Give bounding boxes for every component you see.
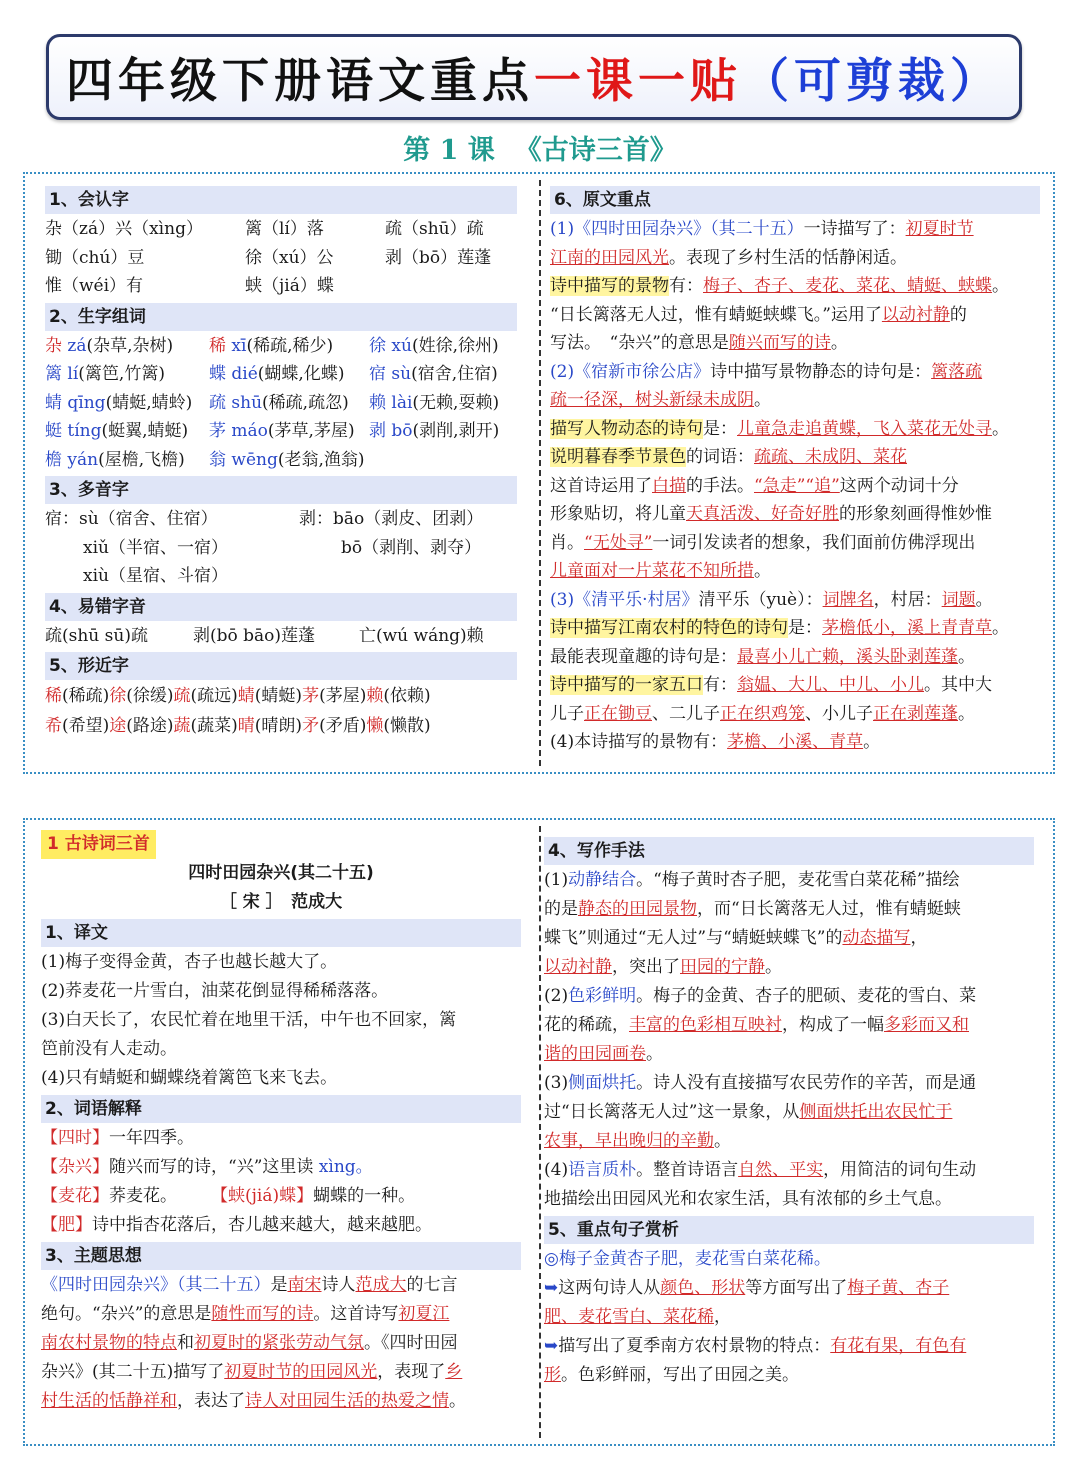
section-heading: 4、易错字音 (45, 593, 517, 621)
similar-chars-row: 稀(稀疏)徐(徐缓)疏(疏远)蜻(蜻蜓)茅(茅屋)赖(依赖) (45, 686, 431, 706)
right-column: 4、写作手法 (1)动静结合。“梅子黄时杏子肥，麦花雪白菜花稀”描绘 的是静态的田园景物，而“日长篱落无人过，惟有蜻蜓蛱 蝶飞”则通过“无人过”与“蜻蜓蛱蝶飞”的动态描写， 以动衬静，突出了田园的宁静。 (2)色彩鲜明。梅子的金黄、杏子的肥硕、麦花的雪白、菜 花的稀疏，丰富的色彩相互映衬，构成了一幅多彩而又和 谐的田园画卷。 (3)侧面烘托。诗人没有直接描写农民劳作的辛苦，而是通 过“日长篱落无人过”这一景象，从侧面烘托出农民忙于 农事，早出晚归的辛勤。 (4)语言质朴。整首诗语言自然、平实，用简洁的词句生动 地描绘出田园风光和农家生活，具有浓郁的乡土气息。 5、重点句子赏析 ◎梅子金黄杏子肥，麦花雪白菜花稀。 ➥这两句诗人从颜色、形状等方面写出了梅子黄、杏子 肥、麦花雪白、菜花稀， ➥描写出了夏季南方农村景物的特点：有花有果，有色有 形。色彩鲜丽，写出了田园之美。 (544, 830, 1034, 1390)
title-part3: （可剪裁） (742, 53, 1002, 109)
page-title (46, 34, 1022, 120)
section-heading: 6、原文重点 (550, 186, 1040, 214)
word-row: 蜻 qīng(蜻蜓,蜻蛉) 疏 shū(稀疏,疏忽) 赖 lài(无赖,耍赖) (45, 392, 500, 413)
char-row: 锄（chú）豆 徐（xú）公 剥（bō）莲蓬 (45, 247, 492, 268)
title-part2: 一课一贴 (534, 53, 742, 109)
column-divider (539, 180, 541, 766)
word-row: 篱 lí(篱笆,竹篱) 蝶 dié(蝴蝶,化蝶) 宿 sù(宿舍,住宿) (45, 364, 498, 384)
char-row: 杂（zá）兴（xìng） 篱（lí）落 疏（shū）疏 (45, 219, 484, 239)
lesson-name: 《古诗三首》 (514, 135, 677, 166)
section-heading: 2、词语解释 (41, 1095, 521, 1123)
word-row: 杂 zá(杂草,杂树) 稀 xī(稀疏,稀少) 徐 xú(姓徐,徐州) (45, 335, 499, 356)
poem-author: ［ 宋 ］ 范成大 (219, 892, 343, 912)
section-heading: 1、会认字 (45, 186, 517, 214)
lesson-heading (0, 128, 1080, 167)
section-heading: 3、主题思想 (41, 1242, 521, 1270)
word-row: 檐 yán(屋檐,飞檐) 翁 wēng(老翁,渔翁) (45, 449, 365, 470)
char-row: 惟（wéi）有 蛱（jiá）蝶 (45, 276, 334, 296)
section-heading: 5、形近字 (45, 652, 517, 680)
left-column: 1、会认字 杂（zá）兴（xìng） 篱（lí）落 疏（shū）疏 锄（chú）豆 徐（xú）公 剥（bō）莲蓬 惟（wéi）有 蛱（jiá）蝶 2、生字组词 杂 zá(杂草,杂树) 稀 xī(稀疏,稀少) 徐 xú(姓徐,徐州) 篱 lí(篱笆,竹篱) 蝶 dié(蝴蝶,化蝶) 宿 sù(宿舍,住宿) 蜻 qīng(蜻蜓,蜻蛉) 疏 shū(稀疏,疏忽) 赖 lài(无赖,耍赖) 蜓 tíng(蜓翼,蜻蜓) 茅 máo(茅草,茅屋) 剥 bō(剥削,剥开) 檐 yán(屋檐,飞檐) 翁 wēng(老翁,渔翁) 3、多音字 宿：sù（宿舍、住宿） 剥：bāo（剥皮、团剥） xiǔ（半宿、一宿） bō（剥削、剥夺） xiù（星宿、斗宿） 4、易错字音 疏(shū sū)疏 剥(bō bāo)莲蓬 亡(wú wáng)赖 5、形近字 稀(稀疏)徐(徐缓)疏(疏远)蜻(蜻蜓)茅(茅屋)赖(依赖) 希(希望)途(路途)蔬(蔬菜)晴(晴朗)矛(矛盾)懒(懒散) (45, 184, 517, 741)
card-tag: 1 古诗词三首 (41, 830, 156, 859)
section-heading: 4、写作手法 (544, 837, 1034, 865)
right-column: 6、原文重点 (1)《四时田园杂兴》（其二十五）一诗描写了：初夏时节 江南的田园风光。表现了乡村生活的恬静闲适。 诗中描写的景物有：梅子、杏子、麦花、菜花、蜻蜓、蛱蝶。 “日长篱落无人过，惟有蜻蜓蛱蝶飞。”运用了以动衬静的 写法。 “杂兴”的意思是随兴而写的诗。 (2)《宿新市徐公店》诗中描写景物静态的诗句是：篱落疏 疏一径深，树头新绿未成阴。 描写人物动态的诗句是：儿童急走追黄蝶，飞入菜花无处寻。 说明暮春季节景色的词语：疏疏、未成阴、菜花 这首诗运用了白描的手法。“急走”“追”这两个动词十分 形象贴切，将儿童天真活泼、好奇好胜的形象刻画得惟妙惟 肖。“无处寻”一词引发读者的想象，我们面前仿佛浮现出 儿童面对一片菜花不知所措。 (3)《清平乐·村居》清平乐（yuè）：词牌名，村居：词题。 诗中描写江南农村的特色的诗句是：茅檐低小，溪上青青草。 最能表现童趣的诗句是：最喜小儿亡赖，溪头卧剥莲蓬。 诗中描写的一家五口有：翁媪、大儿、中儿、小儿。其中大 儿子正在锄豆、二儿子正在织鸡笼、小儿子正在剥莲蓬。 (4)本诗描写的景物有：茅檐、小溪、青草。 (550, 184, 1040, 757)
lesson-card-1 (23, 172, 1055, 774)
poem-title: 四时田园杂兴(其二十五) (188, 863, 374, 883)
word-row: 蜓 tíng(蜓翼,蜻蜓) 茅 máo(茅草,茅屋) 剥 bō(剥削,剥开) (45, 421, 500, 441)
lesson-card-2 (23, 818, 1055, 1446)
left-column: 1 古诗词三首 四时田园杂兴(其二十五) ［ 宋 ］ 范成大 1、译文 (1)梅子变得金黄，杏子也越长越大了。 (2)荞麦花一片雪白，油菜花倒显得稀稀落落。 (3)白天长了，农民忙着在地里干活，中午也不回家，篱 笆前没有人走动。 (4)只有蜻蜓和蝴蝶绕着篱笆飞来飞去。 2、词语解释 【四时】一年四季。 【杂兴】随兴而写的诗，“兴”这里读 xìng。 【麦花】荞麦花。 【蛱(jiá)蝶】蝴蝶的一种。 【肥】诗中指杏花落后，杏儿越来越大，越来越肥。 3、主题思想 《四时田园杂兴》（其二十五）是南宋诗人范成大的七言 绝句。“杂兴”的意思是随性而写的诗。这首诗写初夏江 南农村景物的特点和初夏时的紧张劳动气氛。《四时田园 杂兴》(其二十五)描写了初夏时节的田园风光，表现了乡 村生活的恬静祥和，表达了诗人对田园生活的热爱之情。 (41, 830, 521, 1416)
column-divider (539, 826, 541, 1438)
title-part1: 四年级下册语文重点 (66, 53, 534, 109)
section-heading: 1、译文 (41, 919, 521, 947)
section-heading: 3、多音字 (45, 476, 517, 504)
section-heading: 2、生字组词 (45, 303, 517, 331)
similar-chars-row: 希(希望)途(路途)蔬(蔬菜)晴(晴朗)矛(矛盾)懒(懒散) (45, 716, 431, 736)
lesson-number: 第 1 课 (403, 135, 495, 166)
section-heading: 5、重点句子赏析 (544, 1216, 1034, 1244)
